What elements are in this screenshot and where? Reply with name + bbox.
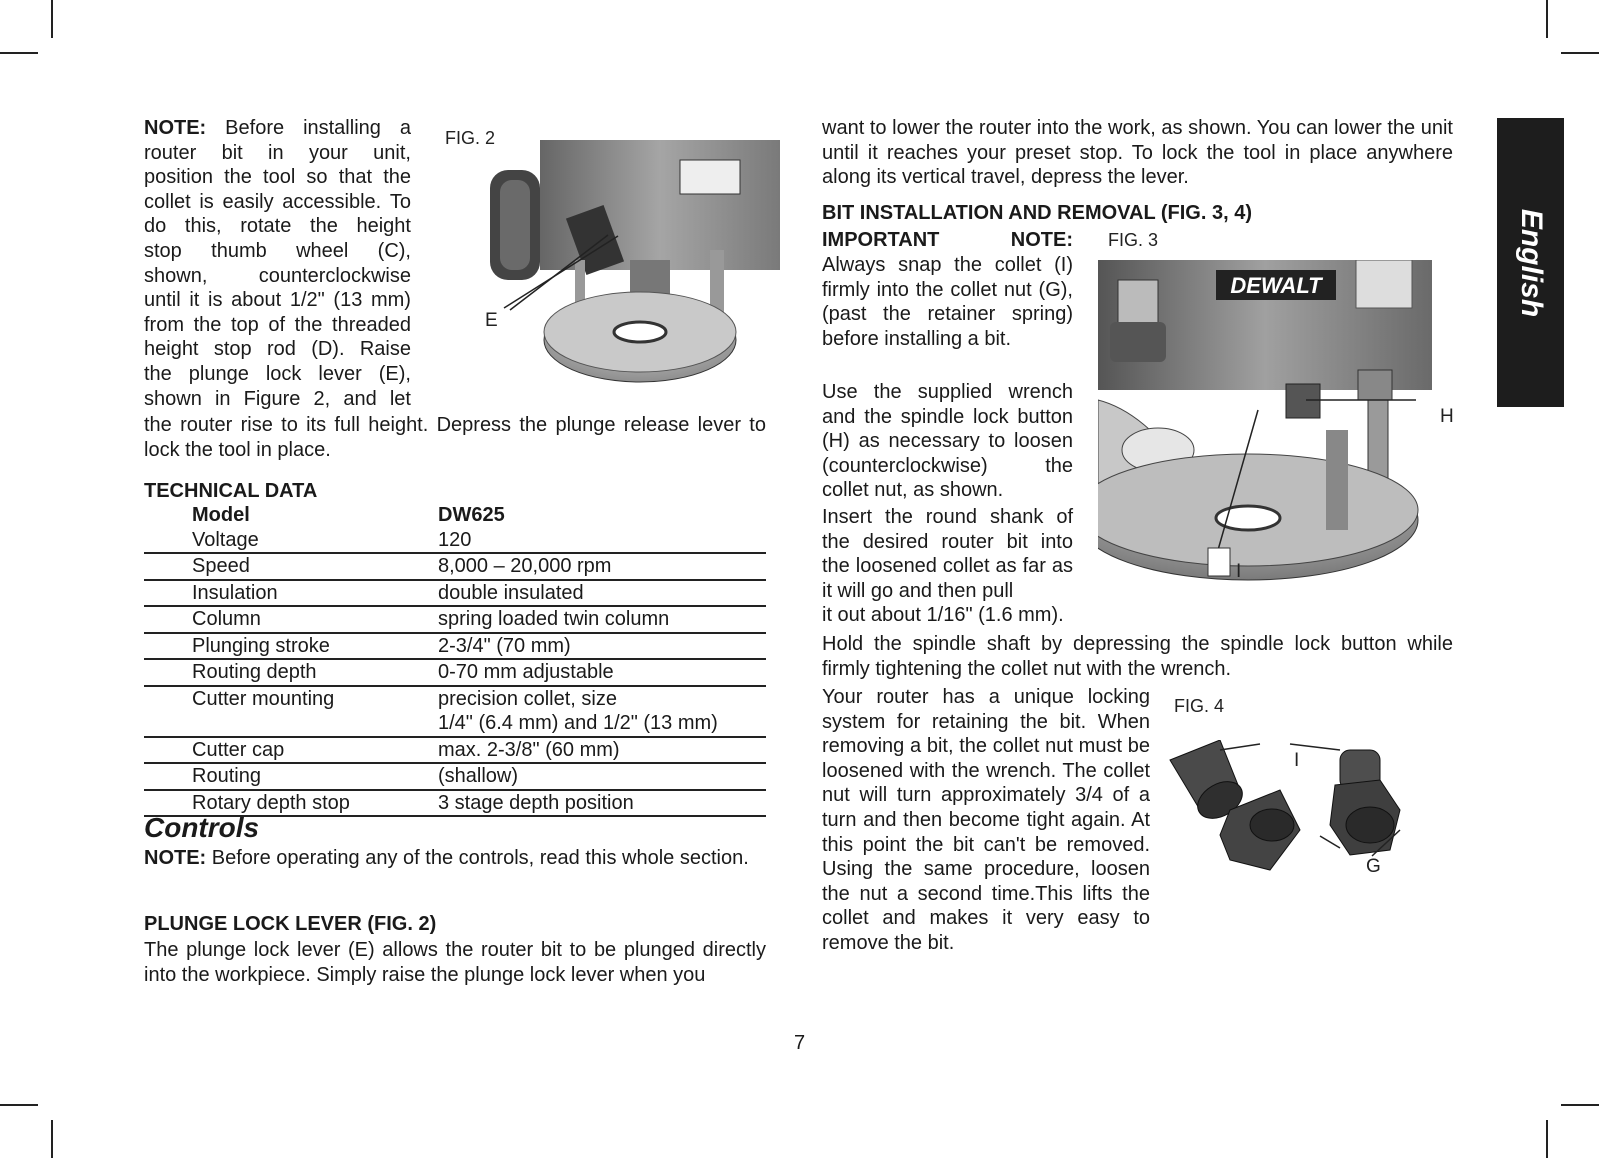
plunge-lock-heading: PLUNGE LOCK LEVER (FIG. 2) xyxy=(144,913,437,935)
note-word: (D). xyxy=(311,338,345,361)
note-word: rod xyxy=(266,338,296,361)
note-word: plunge xyxy=(188,362,249,385)
note-word: the xyxy=(310,215,338,238)
note-word: shown xyxy=(144,387,202,410)
note-word: is xyxy=(199,190,214,213)
controls-note xyxy=(144,846,766,871)
note-line xyxy=(144,190,411,215)
table-row xyxy=(144,580,766,607)
crop-mark xyxy=(1546,0,1548,38)
note-word: router xyxy=(144,141,197,164)
fig3-router-illustration xyxy=(1098,260,1432,590)
insert-paragraph-end: it out about 1/16" (1.6 mm). xyxy=(822,604,1064,626)
note-word: To xyxy=(389,190,411,213)
note-word: height xyxy=(144,338,199,361)
spec-value: spring loaded twin column xyxy=(438,606,766,633)
spec-label: Insulation xyxy=(144,580,438,607)
fig4-label: FIG. 4 xyxy=(1174,696,1225,716)
spec-label: Routing xyxy=(144,763,438,790)
note-continued: the router rise to its full height. Depress the plunge release lever to lock the tool in place. xyxy=(144,414,766,461)
spec-value: 8,000 – 20,000 rpm xyxy=(438,553,766,580)
note-line xyxy=(144,313,411,338)
crop-mark xyxy=(1561,52,1599,54)
note-word: Raise xyxy=(359,338,411,361)
note-word: until xyxy=(144,289,181,312)
crop-mark xyxy=(51,1120,53,1158)
note-word: (13 xyxy=(333,289,363,312)
spec-label: Voltage xyxy=(144,528,438,554)
plunge-lock-text: The plunge lock lever (E) allows the router bit to be plunged directly into the workpiece. Simply raise the plunge lock lever when you xyxy=(144,939,766,986)
note-word: (E), xyxy=(378,362,411,385)
note-line xyxy=(144,264,411,289)
spec-value: 2-3/4" (70 mm) xyxy=(438,633,766,660)
note-word: lock xyxy=(265,362,302,385)
wrench-paragraph: Use the supplied wrench and the spindle lock button (H) as necessary to loosen (counterclockwise) the collet nut, as shown. xyxy=(822,381,1073,502)
note-line xyxy=(144,337,411,362)
note-word: so xyxy=(306,166,328,189)
note-word: accessible. xyxy=(282,190,382,213)
fig2-callout-e: E xyxy=(485,310,498,331)
note-word: counterclockwise xyxy=(258,264,411,287)
note-word: bit xyxy=(221,141,243,164)
intro-paragraph: want to lower the router into the work, as shown. You can lower the unit until it reaches your preset stop. To lock the tool in place anywhere along its vertical travel, depress the lever. xyxy=(822,117,1453,189)
note-word: and xyxy=(343,387,377,410)
table-row xyxy=(144,763,766,790)
note-line xyxy=(144,116,411,141)
note-word: is xyxy=(208,289,223,312)
note-word: unit, xyxy=(373,141,411,164)
note-word: height xyxy=(356,215,411,238)
note-word: 2, xyxy=(313,387,331,410)
controls-title: Controls xyxy=(144,812,260,843)
table-row xyxy=(144,606,766,633)
note-word: wheel xyxy=(296,239,349,262)
technical-data-heading: TECHNICAL DATA xyxy=(144,480,318,502)
note-word: the xyxy=(294,313,323,336)
note-word: the xyxy=(383,166,411,189)
model-value: DW625 xyxy=(438,504,505,526)
note-word: stop xyxy=(144,239,182,262)
spec-value: 3 stage depth position xyxy=(438,790,766,817)
note-word: thumb xyxy=(211,239,267,262)
fig2-label: FIG. 2 xyxy=(445,128,496,148)
note-word: installing xyxy=(303,117,381,139)
note-word: Figure xyxy=(243,387,301,410)
spec-value: 120 xyxy=(438,528,766,554)
note-line xyxy=(144,362,411,387)
note-line xyxy=(144,288,411,313)
note-word: mm) xyxy=(370,289,411,312)
fig3-label: FIG. 3 xyxy=(1108,230,1159,250)
note-word: easily xyxy=(222,190,274,213)
crop-mark xyxy=(1546,1120,1548,1158)
note-paragraph xyxy=(144,116,411,411)
note-word: this, xyxy=(184,215,222,238)
note-line xyxy=(144,214,411,239)
insert-paragraph: Insert the round shank of the desired router bit into the loosened collet as far as it will go and then pull xyxy=(822,506,1073,602)
table-row xyxy=(144,659,766,686)
note-word: it xyxy=(189,289,200,312)
snap-collet-paragraph: Always snap the collet (I) firmly into the collet nut (G), (past the retainer spring) before installing a bit. xyxy=(822,254,1073,350)
note-word: position xyxy=(144,166,213,189)
spec-label: Speed xyxy=(144,553,438,580)
model-label: Model xyxy=(192,504,250,526)
left-note-wrapped xyxy=(144,116,411,411)
note-word: let xyxy=(389,387,411,410)
note-line xyxy=(144,141,411,166)
note-word: lever xyxy=(318,362,362,385)
fig4-collet-illustration xyxy=(1160,740,1460,900)
note-word: shown, xyxy=(144,264,208,287)
note-word: collet xyxy=(144,190,191,213)
spec-label: Cutter mounting xyxy=(144,686,438,737)
controls-note-text: Before operating any of the controls, read this whole section. xyxy=(211,847,749,869)
spec-value: 0-70 mm adjustable xyxy=(438,659,766,686)
fig4-callout-i: I xyxy=(1294,750,1300,771)
fig3-brand-logo: DEWALT xyxy=(1230,273,1322,298)
spec-label: Plunging stroke xyxy=(144,633,438,660)
note-word: stop xyxy=(213,338,252,361)
note-word: top xyxy=(230,313,259,336)
crop-mark xyxy=(0,1104,38,1106)
spec-label: Rotary depth stop xyxy=(144,790,438,817)
page-number: 7 xyxy=(794,1032,806,1054)
controls-note-label: NOTE: xyxy=(144,847,207,869)
note-word: from xyxy=(144,313,184,336)
fig4-callout-g: G xyxy=(1366,856,1381,877)
technical-data-table xyxy=(144,503,766,817)
note-word: tool xyxy=(263,166,296,189)
table-row xyxy=(144,553,766,580)
crop-mark xyxy=(1561,1104,1599,1106)
spec-value: precision collet, size 1/4" (6.4 mm) and 1/2" (13 mm) xyxy=(438,686,766,737)
note-word: (C), xyxy=(377,239,411,262)
fig2-callout-e-leader xyxy=(500,232,620,312)
note-word: the xyxy=(193,313,222,336)
fig3-callout-h: H xyxy=(1440,406,1454,427)
note-word: your xyxy=(308,141,348,164)
note-word: in xyxy=(268,141,284,164)
table-row xyxy=(144,737,766,764)
spec-value: (shallow) xyxy=(438,763,766,790)
spec-label: Cutter cap xyxy=(144,737,438,764)
note-word: rotate xyxy=(240,215,292,238)
table-row xyxy=(144,686,766,737)
crop-mark xyxy=(51,0,53,38)
fig3-callout-i: I xyxy=(1236,561,1242,582)
note-line xyxy=(144,239,411,264)
note-word: the xyxy=(224,166,252,189)
note-word: the xyxy=(144,362,172,385)
table-row xyxy=(144,528,766,554)
locking-system-paragraph: Your router has a unique locking system for retaining the bit. When removing a bit, the collet nut must be loosened with the wrench. The collet nut will turn approximately 3/4 of a turn and then become tight again. At this point the bit can't be removed. Using the same procedure, loosen the nut a second time.This lifts the collet and makes it very easy to remove the bit. xyxy=(822,686,1150,954)
note-word: threaded xyxy=(332,313,411,336)
table-row xyxy=(144,633,766,660)
note-word: about xyxy=(231,289,282,312)
language-tab xyxy=(1497,118,1564,407)
table-header-row xyxy=(144,503,766,528)
spec-label: Routing depth xyxy=(144,659,438,686)
language-tab-label: English xyxy=(1514,208,1548,317)
bit-installation-heading: BIT INSTALLATION AND REMOVAL (FIG. 3, 4) xyxy=(822,202,1252,224)
note-line xyxy=(144,387,411,412)
note-word: a xyxy=(399,117,411,139)
note-line xyxy=(144,165,411,190)
note-word: in xyxy=(214,387,231,410)
crop-mark xyxy=(0,52,38,54)
hold-spindle-paragraph: Hold the spindle shaft by depressing the spindle lock button while firmly tightening the collet nut with the wrench. xyxy=(822,633,1453,680)
spec-value: double insulated xyxy=(438,580,766,607)
spec-label: Column xyxy=(144,606,438,633)
note-word: Before xyxy=(225,117,285,139)
note-label: NOTE: xyxy=(144,117,207,139)
note-word: of xyxy=(268,313,286,336)
important-note-label: IMPORTANT NOTE: xyxy=(822,229,1073,251)
note-word: that xyxy=(338,166,373,189)
note-word: do xyxy=(144,215,167,238)
note-word: 1/2" xyxy=(289,289,325,312)
spec-value: max. 2-3/8" (60 mm) xyxy=(438,737,766,764)
